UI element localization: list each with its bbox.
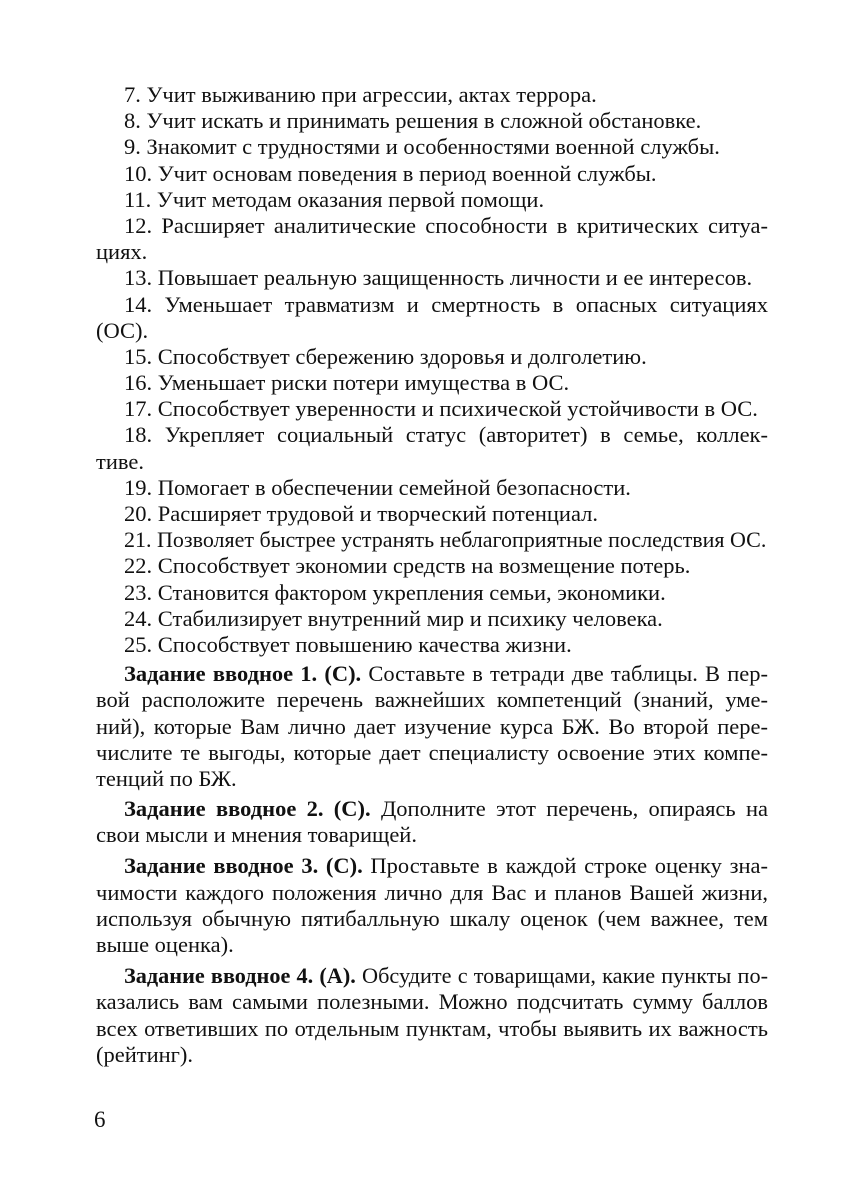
text-line: (ОС). <box>96 317 149 343</box>
list-item <box>96 292 768 344</box>
page-body <box>96 82 768 1068</box>
task-heading: Задание вводное 2. (С). <box>124 796 371 822</box>
task-heading: Задание вводное 4. (А). <box>124 963 356 989</box>
text-line: 24. Стабилизирует внутренний мир и психику человека. <box>124 605 663 631</box>
text-line: числите те выгоды, которые дает специалисту освоение этих компе- <box>96 739 768 765</box>
task-paragraph <box>96 963 768 1068</box>
list-item <box>96 82 768 108</box>
text-line: 25. Способствует повышению качества жизни. <box>124 631 572 657</box>
text-line: 10. Учит основам поведения в период военной службы. <box>124 160 657 186</box>
text-line: 15. Способствует сбережению здоровья и долголетию. <box>124 343 647 369</box>
page-number: 6 <box>94 1107 106 1132</box>
task-text: Составьте в тетради две таблицы. В пер- <box>361 661 768 687</box>
list-item <box>96 187 768 213</box>
task-text: Дополните этот перечень, опираясь на <box>370 796 768 822</box>
list-item <box>96 501 768 527</box>
list-item <box>96 134 768 160</box>
text-line: 18. Укрепляет социальный статус (авторитет) в семье, коллек- <box>124 422 768 448</box>
text-line: казались вам самыми полезными. Можно подсчитать сумму баллов <box>96 989 768 1015</box>
text-line: выше оценка). <box>96 932 234 957</box>
text-line: 13. Повышает реальную защищенность личности и ее интересов. <box>124 265 753 291</box>
text-line: 11. Учит методам оказания первой помощи. <box>124 186 545 212</box>
text-line: вой расположите перечень важнейших компетенций (знаний, уме- <box>96 687 768 713</box>
text-line: 16. Уменьшает риски потери имущества в ОС. <box>124 370 570 396</box>
text-line: 23. Становится фактором укрепления семьи, экономики. <box>124 579 666 605</box>
text-line: 12. Расширяет аналитические способности в критических ситуа- <box>124 212 768 238</box>
text-line: тенций по БЖ. <box>96 765 237 791</box>
list-item <box>96 527 768 553</box>
text-line: всех ответивших по отдельным пунктам, чтобы выявить их важность <box>96 1015 768 1041</box>
list-item <box>96 580 768 606</box>
text-line <box>96 796 768 822</box>
list-item <box>96 344 768 370</box>
list-item <box>96 213 768 265</box>
list-item <box>96 370 768 396</box>
text-line <box>96 661 768 687</box>
text-line: 7. Учит выживанию при агрессии, актах террора. <box>124 82 597 107</box>
list-item <box>96 108 768 134</box>
list-item <box>96 553 768 579</box>
text-line <box>96 963 768 989</box>
task-paragraph <box>96 853 768 958</box>
text-line: 19. Помогает в обеспечении семейной безопасности. <box>124 474 631 500</box>
task-paragraph <box>96 796 768 848</box>
text-line: 9. Знакомит с трудностями и особенностями военной службы. <box>124 134 720 160</box>
text-line: 14. Уменьшает травматизм и смертность в опасных ситуациях <box>124 291 768 317</box>
task-paragraph <box>96 661 768 792</box>
text-line: 22. Способствует экономии средств на возмещение потерь. <box>124 553 691 579</box>
text-line: 8. Учит искать и принимать решения в сложной обстановке. <box>124 108 702 134</box>
text-line <box>96 853 768 879</box>
task-heading: Задание вводное 1. (С). <box>124 661 362 687</box>
text-line: 21. Позволяет быстрее устранять неблагоприятные последствия ОС. <box>124 527 767 553</box>
list-item <box>96 265 768 291</box>
list-item <box>96 422 768 474</box>
task-text: Обсудите с товарищами, какие пункты по- <box>355 963 768 989</box>
list-item <box>96 632 768 658</box>
text-line: 20. Расширяет трудовой и творческий потенциал. <box>124 501 598 526</box>
text-line: свои мысли и мнения товарищей. <box>96 822 417 848</box>
text-line: циях. <box>96 239 148 265</box>
list-item <box>96 161 768 187</box>
task-heading: Задание вводное 3. (С). <box>124 853 363 879</box>
text-line: 17. Способствует уверенности и психической устойчивости в ОС. <box>124 396 758 422</box>
task-text: Проставьте в каждой строке оценку зна- <box>362 853 768 879</box>
list-item <box>96 396 768 422</box>
text-line: используя обычную пятибалльную шкалу оценок (чем важнее, тем <box>96 905 768 931</box>
list-item <box>96 475 768 501</box>
list-item <box>96 606 768 632</box>
text-line: чимости каждого положения лично для Вас и планов Вашей жизни, <box>96 879 768 905</box>
text-line: (рейтинг). <box>96 1041 194 1067</box>
text-line: тиве. <box>96 448 144 474</box>
text-line: ний), которые Вам лично дает изучение курса БЖ. Во второй пере- <box>96 713 768 739</box>
